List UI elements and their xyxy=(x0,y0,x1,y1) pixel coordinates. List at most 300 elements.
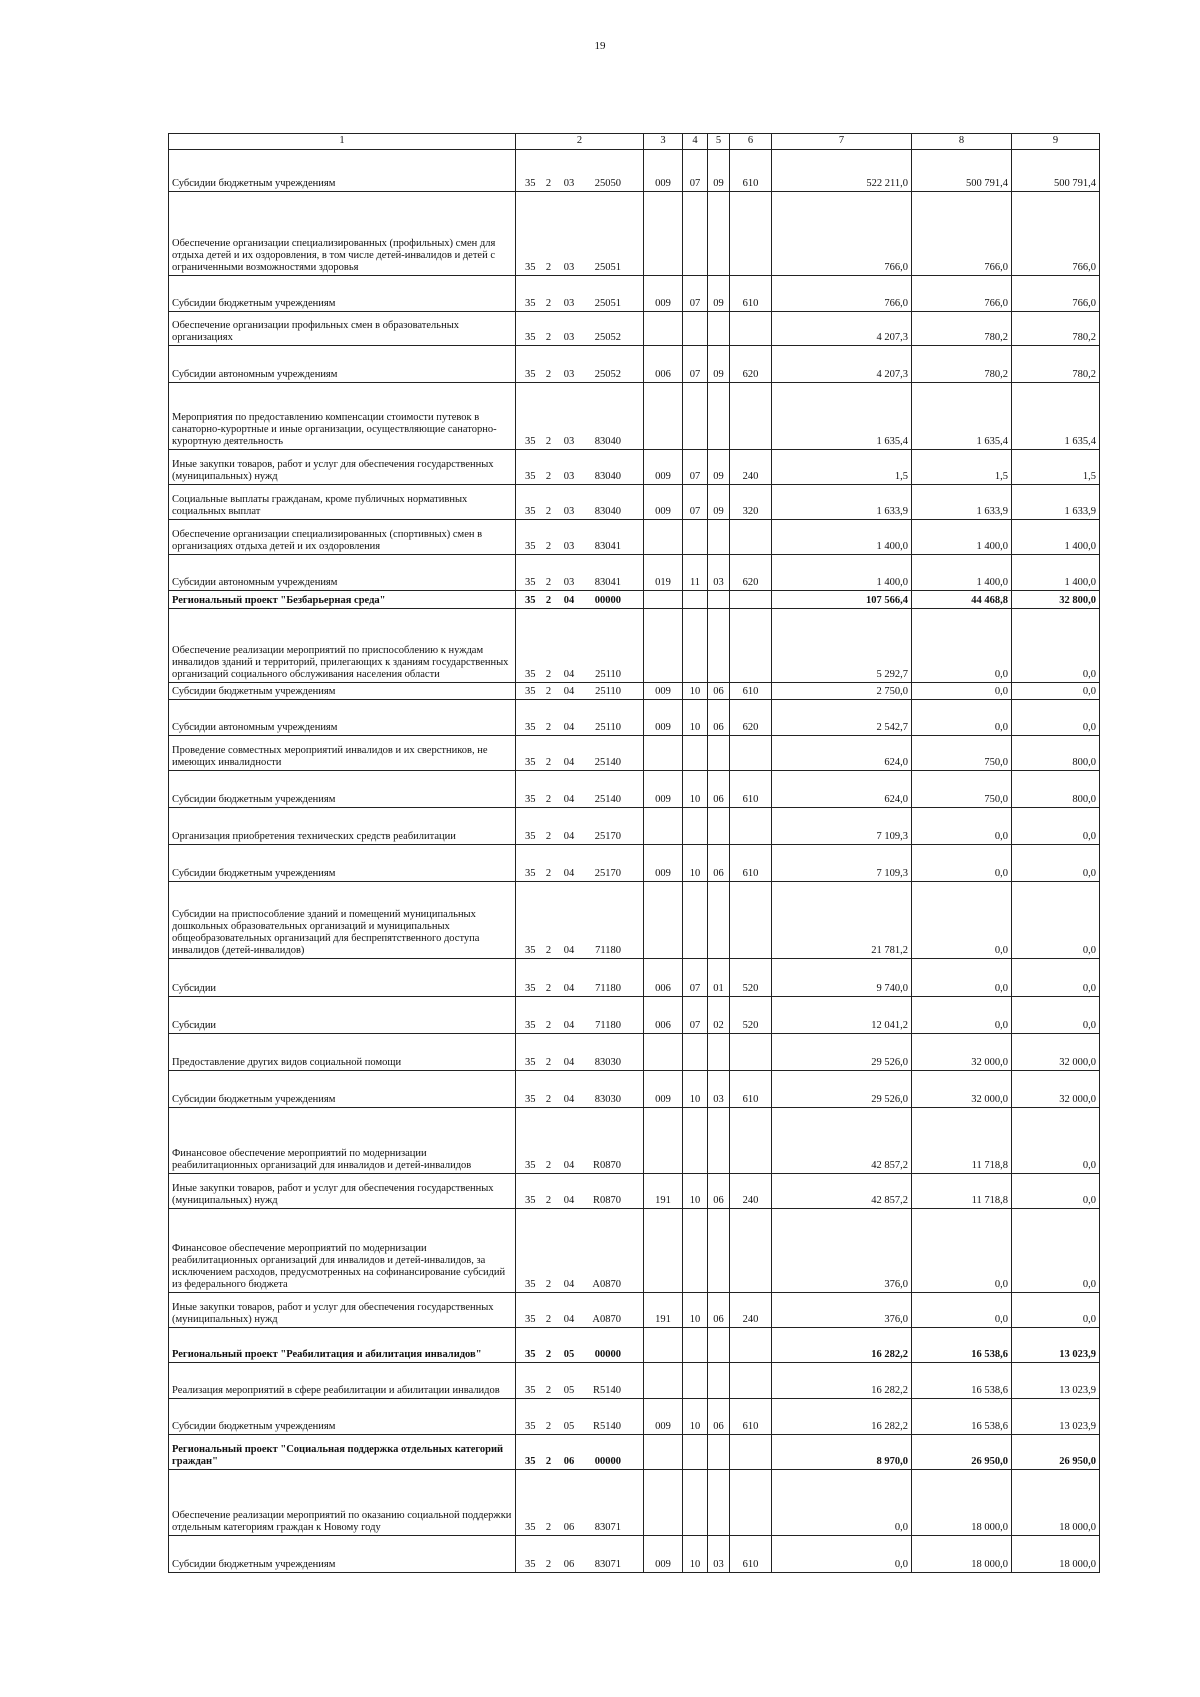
col-3-cell: 019 xyxy=(644,555,683,591)
col-6-cell: 610 xyxy=(730,1399,772,1435)
col-6-cell: 240 xyxy=(730,450,772,485)
col-3-cell: 191 xyxy=(644,1293,683,1328)
table-row xyxy=(169,771,1100,808)
amount-col-9: 0,0 xyxy=(1012,845,1100,882)
page-number: 19 xyxy=(594,40,606,52)
col-5-cell: 03 xyxy=(708,1536,730,1573)
col-5-cell xyxy=(708,736,730,771)
header-cell: 8 xyxy=(912,134,1012,150)
col-4-cell xyxy=(683,882,708,959)
code-part-4: 25110 xyxy=(595,669,621,680)
code-part-2: 2 xyxy=(545,595,552,606)
row-code xyxy=(516,383,644,450)
code-part-3: 03 xyxy=(563,541,575,552)
code-part-3: 04 xyxy=(563,1195,575,1206)
code-part-2: 2 xyxy=(545,868,552,879)
col-5-cell: 06 xyxy=(708,1293,730,1328)
col-4-cell xyxy=(683,736,708,771)
col-6-cell xyxy=(730,383,772,450)
row-name: Обеспечение реализации мероприятий по приспособлению к нуждам инвалидов зданий и территорий, прилегающих к зданиям государственных организаций социального обслуживания населения области xyxy=(169,609,516,683)
code-part-2: 2 xyxy=(545,1314,552,1325)
code-part-4: 25170 xyxy=(594,831,621,842)
amount-col-8: 0,0 xyxy=(912,997,1012,1034)
amount-col-7: 16 282,2 xyxy=(772,1328,912,1363)
code-part-2: 2 xyxy=(545,983,552,994)
col-3-cell: 009 xyxy=(644,150,683,192)
col-6-cell: 610 xyxy=(730,845,772,882)
code-part-1: 35 xyxy=(525,369,536,380)
row-code xyxy=(516,1071,644,1108)
col-6-cell: 610 xyxy=(730,683,772,700)
code-part-1: 35 xyxy=(525,1421,536,1432)
code-part-2: 2 xyxy=(545,506,552,517)
col-5-cell xyxy=(708,1034,730,1071)
code-part-1: 35 xyxy=(525,298,536,309)
code-part-3: 06 xyxy=(563,1522,575,1533)
col-3-cell xyxy=(644,1108,683,1174)
col-3-cell xyxy=(644,1435,683,1470)
amount-col-9: 13 023,9 xyxy=(1012,1363,1100,1399)
amount-col-9: 18 000,0 xyxy=(1012,1536,1100,1573)
amount-col-8: 16 538,6 xyxy=(912,1363,1012,1399)
code-part-1: 35 xyxy=(525,332,536,343)
amount-col-9: 1 400,0 xyxy=(1012,520,1100,555)
table-row xyxy=(169,1435,1100,1470)
col-3-cell xyxy=(644,591,683,609)
amount-col-7: 7 109,3 xyxy=(772,808,912,845)
amount-col-9: 766,0 xyxy=(1012,192,1100,276)
amount-col-8: 750,0 xyxy=(912,771,1012,808)
col-3-cell xyxy=(644,1470,683,1536)
code-part-1: 35 xyxy=(525,945,536,956)
col-4-cell: 10 xyxy=(683,1536,708,1573)
col-4-cell: 07 xyxy=(683,997,708,1034)
col-4-cell: 10 xyxy=(683,845,708,882)
col-3-cell xyxy=(644,312,683,346)
code-part-1: 35 xyxy=(525,595,536,606)
amount-col-9: 32 000,0 xyxy=(1012,1034,1100,1071)
code-part-3: 03 xyxy=(563,298,575,309)
amount-col-9: 0,0 xyxy=(1012,997,1100,1034)
row-code xyxy=(516,808,644,845)
row-name: Мероприятия по предоставлению компенсации стоимости путевок в санаторно-курортные и иные организации, осуществляющие санаторно-курортную деятельность xyxy=(169,383,516,450)
row-code xyxy=(516,845,644,882)
col-5-cell: 06 xyxy=(708,683,730,700)
amount-col-9: 26 950,0 xyxy=(1012,1435,1100,1470)
row-code xyxy=(516,450,644,485)
amount-col-7: 4 207,3 xyxy=(772,312,912,346)
code-part-1: 35 xyxy=(525,757,536,768)
code-part-3: 04 xyxy=(563,1160,575,1171)
code-part-3: 03 xyxy=(563,577,575,588)
col-4-cell xyxy=(683,609,708,683)
row-name: Субсидии автономным учреждениям xyxy=(169,555,516,591)
code-part-2: 2 xyxy=(545,178,552,189)
amount-col-8: 16 538,6 xyxy=(912,1399,1012,1435)
row-code xyxy=(516,1034,644,1071)
table-row xyxy=(169,1399,1100,1435)
amount-col-8: 11 718,8 xyxy=(912,1108,1012,1174)
table-row xyxy=(169,1174,1100,1209)
code-part-3: 04 xyxy=(563,1314,575,1325)
amount-col-7: 1 400,0 xyxy=(772,555,912,591)
code-part-3: 04 xyxy=(563,757,575,768)
table-row xyxy=(169,882,1100,959)
amount-col-8: 0,0 xyxy=(912,808,1012,845)
code-part-3: 04 xyxy=(563,831,575,842)
amount-col-7: 376,0 xyxy=(772,1293,912,1328)
code-part-3: 04 xyxy=(563,983,575,994)
col-3-cell xyxy=(644,736,683,771)
table-row xyxy=(169,1363,1100,1399)
code-part-2: 2 xyxy=(545,1385,552,1396)
table-row xyxy=(169,312,1100,346)
col-6-cell xyxy=(730,1108,772,1174)
col-5-cell: 03 xyxy=(708,1071,730,1108)
code-part-4: 83040 xyxy=(594,436,621,447)
row-name: Обеспечение организации профильных смен в образовательных организациях xyxy=(169,312,516,346)
row-code xyxy=(516,736,644,771)
code-part-1: 35 xyxy=(525,577,536,588)
col-5-cell xyxy=(708,520,730,555)
row-name: Субсидии бюджетным учреждениям xyxy=(169,683,516,700)
table-row xyxy=(169,808,1100,845)
amount-col-7: 2 542,7 xyxy=(772,700,912,736)
amount-col-9: 0,0 xyxy=(1012,1174,1100,1209)
row-name: Субсидии автономным учреждениям xyxy=(169,700,516,736)
code-part-3: 03 xyxy=(563,332,575,343)
col-6-cell xyxy=(730,312,772,346)
code-part-1: 35 xyxy=(525,1195,536,1206)
table-row xyxy=(169,959,1100,997)
code-part-4: R0870 xyxy=(592,1160,621,1171)
col-4-cell xyxy=(683,1363,708,1399)
col-4-cell: 07 xyxy=(683,150,708,192)
col-5-cell: 09 xyxy=(708,276,730,312)
row-code xyxy=(516,771,644,808)
col-4-cell xyxy=(683,1108,708,1174)
amount-col-9: 1 633,9 xyxy=(1012,485,1100,520)
code-part-4: 83071 xyxy=(594,1559,621,1570)
amount-col-8: 0,0 xyxy=(912,959,1012,997)
code-part-2: 2 xyxy=(545,1195,552,1206)
code-part-3: 06 xyxy=(563,1559,575,1570)
col-5-cell: 02 xyxy=(708,997,730,1034)
table-row xyxy=(169,1328,1100,1363)
code-part-3: 04 xyxy=(563,868,575,879)
amount-col-7: 107 566,4 xyxy=(772,591,912,609)
col-6-cell: 620 xyxy=(730,555,772,591)
code-part-1: 35 xyxy=(525,1160,536,1171)
code-part-2: 2 xyxy=(545,1421,552,1432)
amount-col-7: 766,0 xyxy=(772,192,912,276)
code-part-4: 25050 xyxy=(594,178,621,189)
col-3-cell: 009 xyxy=(644,485,683,520)
row-code xyxy=(516,683,644,700)
row-name: Организация приобретения технических средств реабилитации xyxy=(169,808,516,845)
table-row xyxy=(169,450,1100,485)
col-6-cell xyxy=(730,1435,772,1470)
amount-col-7: 9 740,0 xyxy=(772,959,912,997)
col-3-cell xyxy=(644,1034,683,1071)
amount-col-9: 1 400,0 xyxy=(1012,555,1100,591)
table-row xyxy=(169,700,1100,736)
code-part-1: 35 xyxy=(525,1020,536,1031)
amount-col-7: 376,0 xyxy=(772,1209,912,1293)
amount-col-9: 0,0 xyxy=(1012,683,1100,700)
col-5-cell xyxy=(708,1435,730,1470)
amount-col-9: 0,0 xyxy=(1012,1293,1100,1328)
header-cell: 1 xyxy=(169,134,516,150)
code-part-2: 2 xyxy=(545,577,552,588)
table-row xyxy=(169,1108,1100,1174)
col-6-cell xyxy=(730,1034,772,1071)
amount-col-8: 0,0 xyxy=(912,845,1012,882)
code-part-4: 00000 xyxy=(594,595,621,606)
col-4-cell: 11 xyxy=(683,555,708,591)
code-part-3: 03 xyxy=(563,506,575,517)
code-part-4: A0870 xyxy=(592,1314,621,1325)
code-part-1: 35 xyxy=(525,794,536,805)
col-5-cell xyxy=(708,192,730,276)
code-part-3: 03 xyxy=(563,178,575,189)
code-part-1: 35 xyxy=(525,506,536,517)
row-code xyxy=(516,1470,644,1536)
row-name: Субсидии xyxy=(169,997,516,1034)
code-part-2: 2 xyxy=(545,831,552,842)
amount-col-7: 5 292,7 xyxy=(772,609,912,683)
code-part-2: 2 xyxy=(545,1349,552,1360)
code-part-1: 35 xyxy=(525,722,536,733)
row-name: Субсидии бюджетным учреждениям xyxy=(169,1399,516,1435)
row-name: Финансовое обеспечение мероприятий по модернизации реабилитационных организаций для инвалидов и детей-инвалидов xyxy=(169,1108,516,1174)
code-part-3: 03 xyxy=(563,262,575,273)
row-name: Реализация мероприятий в сфере реабилитации и абилитации инвалидов xyxy=(169,1363,516,1399)
amount-col-8: 16 538,6 xyxy=(912,1328,1012,1363)
col-6-cell xyxy=(730,192,772,276)
row-name: Иные закупки товаров, работ и услуг для обеспечения государственных (муниципальных) нужд xyxy=(169,1174,516,1209)
code-part-1: 35 xyxy=(525,983,536,994)
col-4-cell xyxy=(683,520,708,555)
table-row xyxy=(169,276,1100,312)
row-code xyxy=(516,1108,644,1174)
table-row xyxy=(169,346,1100,383)
table-row xyxy=(169,591,1100,609)
header-cell: 5 xyxy=(708,134,730,150)
row-code xyxy=(516,1209,644,1293)
col-5-cell: 06 xyxy=(708,845,730,882)
code-part-4: 25051 xyxy=(594,298,621,309)
amount-col-9: 0,0 xyxy=(1012,700,1100,736)
code-part-3: 03 xyxy=(563,471,575,482)
amount-col-7: 1 400,0 xyxy=(772,520,912,555)
code-part-3: 04 xyxy=(563,945,575,956)
amount-col-7: 8 970,0 xyxy=(772,1435,912,1470)
amount-col-9: 0,0 xyxy=(1012,1108,1100,1174)
row-code xyxy=(516,1363,644,1399)
budget-table xyxy=(168,133,1100,1573)
amount-col-8: 1 400,0 xyxy=(912,555,1012,591)
col-3-cell xyxy=(644,1363,683,1399)
amount-col-8: 0,0 xyxy=(912,1293,1012,1328)
code-part-2: 2 xyxy=(545,1160,552,1171)
col-5-cell xyxy=(708,383,730,450)
code-part-2: 2 xyxy=(545,1094,552,1105)
col-3-cell: 009 xyxy=(644,1536,683,1573)
code-part-2: 2 xyxy=(545,794,552,805)
amount-col-9: 500 791,4 xyxy=(1012,150,1100,192)
code-part-4: 71180 xyxy=(595,983,621,994)
col-4-cell: 10 xyxy=(683,771,708,808)
code-part-3: 05 xyxy=(563,1349,575,1360)
amount-col-7: 1 635,4 xyxy=(772,383,912,450)
col-6-cell xyxy=(730,1470,772,1536)
code-part-4: R5140 xyxy=(592,1421,621,1432)
code-part-4: 83071 xyxy=(594,1522,621,1533)
col-3-cell xyxy=(644,1209,683,1293)
amount-col-8: 0,0 xyxy=(912,882,1012,959)
amount-col-9: 766,0 xyxy=(1012,276,1100,312)
row-code xyxy=(516,959,644,997)
header-cell: 2 xyxy=(516,134,644,150)
amount-col-8: 500 791,4 xyxy=(912,150,1012,192)
col-5-cell: 06 xyxy=(708,1399,730,1435)
col-6-cell: 610 xyxy=(730,1071,772,1108)
row-code xyxy=(516,591,644,609)
col-3-cell: 009 xyxy=(644,450,683,485)
code-part-2: 2 xyxy=(545,686,552,697)
col-5-cell: 06 xyxy=(708,771,730,808)
code-part-4: 25052 xyxy=(594,332,621,343)
col-4-cell xyxy=(683,312,708,346)
code-part-1: 35 xyxy=(525,541,536,552)
col-5-cell: 01 xyxy=(708,959,730,997)
row-name: Региональный проект "Реабилитация и абилитация инвалидов" xyxy=(169,1328,516,1363)
row-name: Обеспечение организации специализированных (спортивных) смен в организациях отдыха детей и их оздоровления xyxy=(169,520,516,555)
code-part-4: R5140 xyxy=(592,1385,621,1396)
col-6-cell xyxy=(730,609,772,683)
code-part-4: 71180 xyxy=(595,1020,621,1031)
col-5-cell xyxy=(708,1108,730,1174)
col-6-cell: 520 xyxy=(730,997,772,1034)
col-4-cell: 10 xyxy=(683,1399,708,1435)
amount-col-7: 16 282,2 xyxy=(772,1363,912,1399)
col-6-cell xyxy=(730,591,772,609)
col-5-cell xyxy=(708,609,730,683)
col-3-cell: 006 xyxy=(644,997,683,1034)
amount-col-7: 624,0 xyxy=(772,736,912,771)
row-name: Иные закупки товаров, работ и услуг для обеспечения государственных (муниципальных) нужд xyxy=(169,450,516,485)
amount-col-8: 0,0 xyxy=(912,609,1012,683)
code-part-3: 05 xyxy=(563,1385,575,1396)
row-name: Финансовое обеспечение мероприятий по модернизации реабилитационных организаций для инвалидов и детей-инвалидов, за исключением расходов, предусмотренных на софинансирование субсидий из федерального бюджета xyxy=(169,1209,516,1293)
col-3-cell: 006 xyxy=(644,959,683,997)
header-cell: 4 xyxy=(683,134,708,150)
amount-col-9: 0,0 xyxy=(1012,609,1100,683)
col-5-cell xyxy=(708,1470,730,1536)
col-5-cell: 03 xyxy=(708,555,730,591)
col-3-cell: 009 xyxy=(644,683,683,700)
col-4-cell xyxy=(683,383,708,450)
col-5-cell xyxy=(708,1209,730,1293)
header-cell: 9 xyxy=(1012,134,1100,150)
row-code xyxy=(516,1293,644,1328)
amount-col-9: 780,2 xyxy=(1012,346,1100,383)
col-5-cell xyxy=(708,882,730,959)
col-3-cell: 009 xyxy=(644,771,683,808)
code-part-4: 83030 xyxy=(594,1057,621,1068)
amount-col-9: 800,0 xyxy=(1012,771,1100,808)
col-4-cell: 07 xyxy=(683,485,708,520)
code-part-3: 05 xyxy=(563,1421,575,1432)
amount-col-8: 766,0 xyxy=(912,276,1012,312)
table-row xyxy=(169,1536,1100,1573)
code-part-4: 25110 xyxy=(595,722,621,733)
header-cell: 7 xyxy=(772,134,912,150)
row-name: Субсидии бюджетным учреждениям xyxy=(169,1071,516,1108)
row-code xyxy=(516,346,644,383)
code-part-1: 35 xyxy=(525,686,536,697)
row-code xyxy=(516,192,644,276)
row-code xyxy=(516,700,644,736)
header-cell: 3 xyxy=(644,134,683,150)
code-part-4: 83040 xyxy=(594,506,621,517)
code-part-2: 2 xyxy=(545,262,552,273)
amount-col-9: 32 800,0 xyxy=(1012,591,1100,609)
col-6-cell: 240 xyxy=(730,1293,772,1328)
col-4-cell: 07 xyxy=(683,346,708,383)
table-row xyxy=(169,736,1100,771)
col-5-cell xyxy=(708,808,730,845)
col-4-cell: 10 xyxy=(683,700,708,736)
table-row xyxy=(169,1470,1100,1536)
col-6-cell: 520 xyxy=(730,959,772,997)
code-part-3: 04 xyxy=(563,794,575,805)
row-name: Иные закупки товаров, работ и услуг для обеспечения государственных (муниципальных) нужд xyxy=(169,1293,516,1328)
col-4-cell xyxy=(683,808,708,845)
code-part-3: 04 xyxy=(563,686,575,697)
col-4-cell: 07 xyxy=(683,959,708,997)
row-name: Субсидии бюджетным учреждениям xyxy=(169,150,516,192)
amount-col-7: 0,0 xyxy=(772,1470,912,1536)
col-6-cell: 240 xyxy=(730,1174,772,1209)
code-part-4: 25051 xyxy=(594,262,621,273)
amount-col-9: 1,5 xyxy=(1012,450,1100,485)
code-part-2: 2 xyxy=(545,541,552,552)
col-3-cell: 006 xyxy=(644,346,683,383)
col-4-cell xyxy=(683,1470,708,1536)
col-5-cell: 06 xyxy=(708,1174,730,1209)
code-part-1: 35 xyxy=(525,1522,536,1533)
amount-col-7: 42 857,2 xyxy=(772,1108,912,1174)
row-name: Региональный проект "Социальная поддержка отдельных категорий граждан" xyxy=(169,1435,516,1470)
amount-col-7: 16 282,2 xyxy=(772,1399,912,1435)
code-part-4: A0870 xyxy=(592,1279,621,1290)
row-name: Субсидии бюджетным учреждениям xyxy=(169,276,516,312)
row-code xyxy=(516,312,644,346)
col-4-cell xyxy=(683,1435,708,1470)
code-part-4: 00000 xyxy=(594,1349,621,1360)
amount-col-9: 0,0 xyxy=(1012,808,1100,845)
col-3-cell: 009 xyxy=(644,700,683,736)
amount-col-8: 1 633,9 xyxy=(912,485,1012,520)
col-6-cell: 620 xyxy=(730,346,772,383)
row-name: Проведение совместных мероприятий инвалидов и их сверстников, не имеющих инвалидности xyxy=(169,736,516,771)
code-part-2: 2 xyxy=(545,669,552,680)
col-6-cell xyxy=(730,808,772,845)
row-code xyxy=(516,485,644,520)
col-5-cell: 09 xyxy=(708,150,730,192)
